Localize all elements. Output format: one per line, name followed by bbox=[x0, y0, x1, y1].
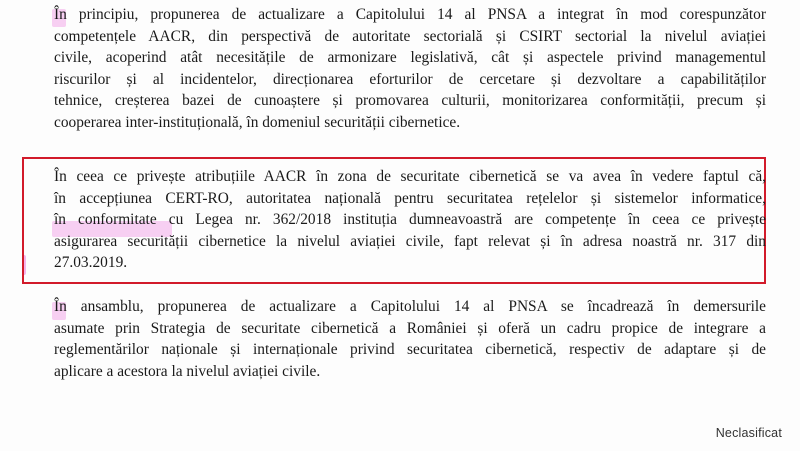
classification-label: Neclasificat bbox=[715, 426, 782, 440]
paragraph-principle bbox=[54, 4, 766, 134]
paragraph-line: riscurilor și al incidentelor, direcționarea eforturilor de cercetare și dezvoltare a capabilităților bbox=[54, 70, 766, 88]
paragraph-line: În ansamblu, propunerea de actualizare a Capitolului 14 al PNSA se încadrează în demersurile bbox=[54, 298, 766, 315]
paragraph-line: aplicare a acestora la nivelul aviației civile. bbox=[54, 362, 321, 380]
paragraph-line: în conformitate cu Legea nr. 362/2018 instituția dumneavoastră are competențe în ceea ce privește bbox=[54, 211, 766, 229]
paragraph-line: în accepțiunea CERT-RO, autoritatea națională pentru securitatea rețelelor și sistemelor informatice, bbox=[54, 189, 766, 207]
paragraph-line: tehnice, creșterea bazei de cunoaștere și promovarea culturii, monitorizarea conformității, precum și bbox=[54, 92, 766, 110]
paragraph-line: 27.03.2019. bbox=[54, 254, 128, 272]
paragraph-line: În ceea ce privește atribuțiile AACR în zona de securitate cibernetică se va avea în vedere faptul că, bbox=[54, 168, 766, 185]
paragraph-aacr-attributions bbox=[54, 166, 766, 274]
paragraph-line: asigurarea securității cibernetice la nivelul aviației civile, fapt relevat și în adresa noastră nr. 317 din bbox=[54, 232, 766, 250]
paragraph-line: competențele AACR, din perspectivă de autoritate sectorială și CSIRT sectorial la nivelul aviației bbox=[54, 27, 766, 45]
paragraph-line: În principiu, propunerea de actualizare a Capitolului 14 al PNSA a integrat în mod corespunzător bbox=[54, 6, 766, 23]
paragraph-line: reglementărilor naționale și internaționale privind securitatea cibernetică, respectiv de adaptare și de bbox=[54, 341, 766, 359]
paragraph-line: asumate prin Strategia de securitate cibernetică a României și oferă un cadru propice de integrare a bbox=[54, 319, 766, 337]
paragraph-overall bbox=[54, 296, 766, 382]
paragraph-line: civile, acoperind atât necesitățile de armonizare legislativă, cât și aspectele privind managementul bbox=[54, 49, 766, 67]
paragraph-line: cooperarea inter-instituțională, în domeniul securității cibernetice. bbox=[54, 113, 461, 131]
